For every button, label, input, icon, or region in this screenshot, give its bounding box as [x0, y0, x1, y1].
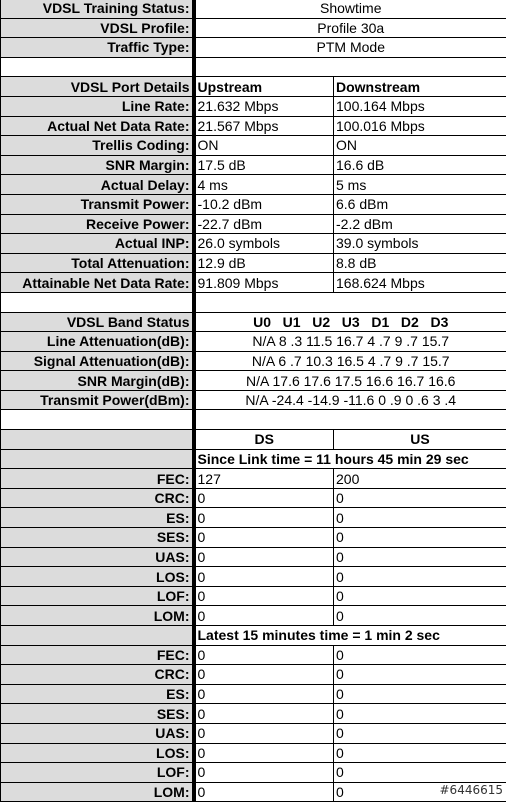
table-row — [1, 390, 506, 410]
table-row — [1, 214, 506, 234]
row-value: N/A 17.6 17.6 17.5 16.6 16.7 16.6 — [194, 371, 506, 391]
row-label: Total Attenuation: — [1, 253, 194, 273]
value-cell-downstream: 100.016 Mbps — [334, 116, 506, 136]
row-label: VDSL Port Details — [1, 77, 194, 97]
table-row — [1, 116, 506, 136]
value-cell-upstream: 0 — [194, 782, 334, 802]
table-row — [1, 528, 506, 548]
spacer-cell — [1, 292, 194, 312]
table-row — [1, 292, 506, 312]
row-label: LOS: — [1, 743, 194, 763]
value-cell-downstream: 0 — [334, 586, 506, 606]
value-cell-upstream: 0 — [194, 743, 334, 763]
value-cell-downstream: 0 — [334, 488, 506, 508]
table-row — [1, 763, 506, 783]
table-row — [1, 723, 506, 743]
spacer-cell — [1, 410, 194, 430]
table-row — [1, 782, 506, 802]
value-cell-upstream: 0 — [194, 723, 334, 743]
table-row — [1, 547, 506, 567]
table-row — [1, 665, 506, 685]
table-row — [1, 332, 506, 352]
section-header: Since Link time = 11 hours 45 min 29 sec — [194, 449, 506, 469]
row-label: ES: — [1, 508, 194, 528]
table-row — [1, 371, 506, 391]
row-label: FEC: — [1, 645, 194, 665]
table-row — [1, 234, 506, 254]
row-label: Signal Attenuation(dB): — [1, 351, 194, 371]
table-row — [1, 18, 506, 38]
table-row — [1, 488, 506, 508]
row-label: UAS: — [1, 723, 194, 743]
row-label — [1, 430, 194, 450]
value-cell-downstream: 168.624 Mbps — [334, 273, 506, 293]
table-row — [1, 410, 506, 430]
spacer-cell — [194, 410, 506, 430]
value-cell-downstream: 5 ms — [334, 175, 506, 195]
value-cell-upstream: 0 — [194, 665, 334, 685]
row-value: Profile 30a — [194, 18, 506, 38]
value-cell-upstream: Upstream — [194, 77, 334, 97]
row-value: Showtime — [194, 0, 506, 18]
row-label: FEC: — [1, 469, 194, 489]
value-cell-upstream: 0 — [194, 704, 334, 724]
value-cell-upstream: 0 — [194, 645, 334, 665]
value-cell-downstream: 0 — [334, 684, 506, 704]
row-label: SES: — [1, 704, 194, 724]
row-value: PTM Mode — [194, 38, 506, 58]
value-cell-upstream: 17.5 dB — [194, 155, 334, 175]
value-cell-upstream: -10.2 dBm — [194, 194, 334, 214]
value-cell-downstream: 39.0 symbols — [334, 234, 506, 254]
table-row — [1, 469, 506, 489]
value-cell-upstream: 0 — [194, 488, 334, 508]
row-label: VDSL Profile: — [1, 18, 194, 38]
value-cell-upstream: 4 ms — [194, 175, 334, 195]
value-cell-downstream: 0 — [334, 704, 506, 724]
row-label: SNR Margin: — [1, 155, 194, 175]
table-row — [1, 645, 506, 665]
table-row — [1, 77, 506, 97]
value-cell-downstream: 0 — [334, 645, 506, 665]
table-row — [1, 606, 506, 626]
row-label: Actual INP: — [1, 234, 194, 254]
value-cell-upstream: 21.567 Mbps — [194, 116, 334, 136]
table-row — [1, 155, 506, 175]
value-cell-upstream: DS — [194, 430, 334, 450]
value-cell-downstream: 0 — [334, 763, 506, 783]
value-cell-downstream: 0 — [334, 547, 506, 567]
value-cell-upstream: -22.7 dBm — [194, 214, 334, 234]
table-row — [1, 449, 506, 469]
section-header: Latest 15 minutes time = 1 min 2 sec — [194, 626, 506, 646]
row-label: CRC: — [1, 665, 194, 685]
table-row — [1, 351, 506, 371]
value-cell-upstream: 0 — [194, 763, 334, 783]
row-label — [1, 449, 194, 469]
table-row — [1, 253, 506, 273]
value-cell-downstream: 0 — [334, 665, 506, 685]
table-row — [1, 508, 506, 528]
watermark: #6446615 — [440, 783, 504, 797]
row-label: Trellis Coding: — [1, 136, 194, 156]
row-label: Actual Delay: — [1, 175, 194, 195]
spacer-cell — [194, 57, 506, 77]
value-cell-upstream: 0 — [194, 567, 334, 587]
value-cell-downstream: 0 — [334, 782, 506, 802]
row-label: LOM: — [1, 606, 194, 626]
value-cell-downstream: 8.8 dB — [334, 253, 506, 273]
row-label: Line Attenuation(dB): — [1, 332, 194, 352]
value-cell-upstream: 0 — [194, 684, 334, 704]
value-cell-downstream: 0 — [334, 528, 506, 548]
row-label: LOF: — [1, 586, 194, 606]
value-cell-downstream: 0 — [334, 743, 506, 763]
row-value: U0 U1 U2 U3 D1 D2 D3 — [194, 312, 506, 332]
table-row — [1, 136, 506, 156]
spacer-cell — [1, 57, 194, 77]
row-label: Traffic Type: — [1, 38, 194, 58]
value-cell-upstream: 127 — [194, 469, 334, 489]
row-label: LOF: — [1, 763, 194, 783]
table-row — [1, 704, 506, 724]
value-cell-upstream: 0 — [194, 528, 334, 548]
row-label: SES: — [1, 528, 194, 548]
row-label: CRC: — [1, 488, 194, 508]
table-row — [1, 175, 506, 195]
table-row — [1, 430, 506, 450]
row-label — [1, 626, 194, 646]
table-row — [1, 567, 506, 587]
row-label: VDSL Band Status — [1, 312, 194, 332]
value-cell-downstream: 6.6 dBm — [334, 194, 506, 214]
row-label: Line Rate: — [1, 96, 194, 116]
row-label: UAS: — [1, 547, 194, 567]
table-row — [1, 38, 506, 58]
row-value: N/A 8 .3 11.5 16.7 4 .7 9 .7 15.7 — [194, 332, 506, 352]
value-cell-upstream: 0 — [194, 547, 334, 567]
value-cell-downstream: 200 — [334, 469, 506, 489]
value-cell-downstream: US — [334, 430, 506, 450]
value-cell-upstream: 0 — [194, 586, 334, 606]
value-cell-upstream: 26.0 symbols — [194, 234, 334, 254]
row-label: Transmit Power(dBm): — [1, 390, 194, 410]
spacer-cell — [194, 292, 506, 312]
row-label: LOM: — [1, 782, 194, 802]
value-cell-downstream: 0 — [334, 606, 506, 626]
table-row — [1, 586, 506, 606]
row-label: VDSL Training Status: — [1, 0, 194, 18]
row-label: SNR Margin(dB): — [1, 371, 194, 391]
row-label: Attainable Net Data Rate: — [1, 273, 194, 293]
table-row — [1, 57, 506, 77]
value-cell-downstream: 0 — [334, 723, 506, 743]
value-cell-upstream: 21.632 Mbps — [194, 96, 334, 116]
table-row — [1, 684, 506, 704]
value-cell-downstream: 16.6 dB — [334, 155, 506, 175]
row-label: ES: — [1, 684, 194, 704]
value-cell-downstream: 0 — [334, 567, 506, 587]
value-cell-upstream: ON — [194, 136, 334, 156]
value-cell-upstream: 91.809 Mbps — [194, 273, 334, 293]
table-row — [1, 0, 506, 18]
table-row — [1, 312, 506, 332]
value-cell-upstream: 12.9 dB — [194, 253, 334, 273]
value-cell-downstream: 100.164 Mbps — [334, 96, 506, 116]
value-cell-downstream: -2.2 dBm — [334, 214, 506, 234]
value-cell-upstream: 0 — [194, 606, 334, 626]
value-cell-upstream: 0 — [194, 508, 334, 528]
table-row — [1, 96, 506, 116]
value-cell-downstream: Downstream — [334, 77, 506, 97]
table-row — [1, 273, 506, 293]
row-value: N/A -24.4 -14.9 -11.6 0 .9 0 .6 3 .4 — [194, 390, 506, 410]
table-row — [1, 743, 506, 763]
table-row — [1, 626, 506, 646]
value-cell-downstream: ON — [334, 136, 506, 156]
row-value: N/A 6 .7 10.3 16.5 4 .7 9 .7 15.7 — [194, 351, 506, 371]
row-label: Transmit Power: — [1, 194, 194, 214]
row-label: Actual Net Data Rate: — [1, 116, 194, 136]
row-label: LOS: — [1, 567, 194, 587]
row-label: Receive Power: — [1, 214, 194, 234]
value-cell-downstream: 0 — [334, 508, 506, 528]
table-row — [1, 194, 506, 214]
